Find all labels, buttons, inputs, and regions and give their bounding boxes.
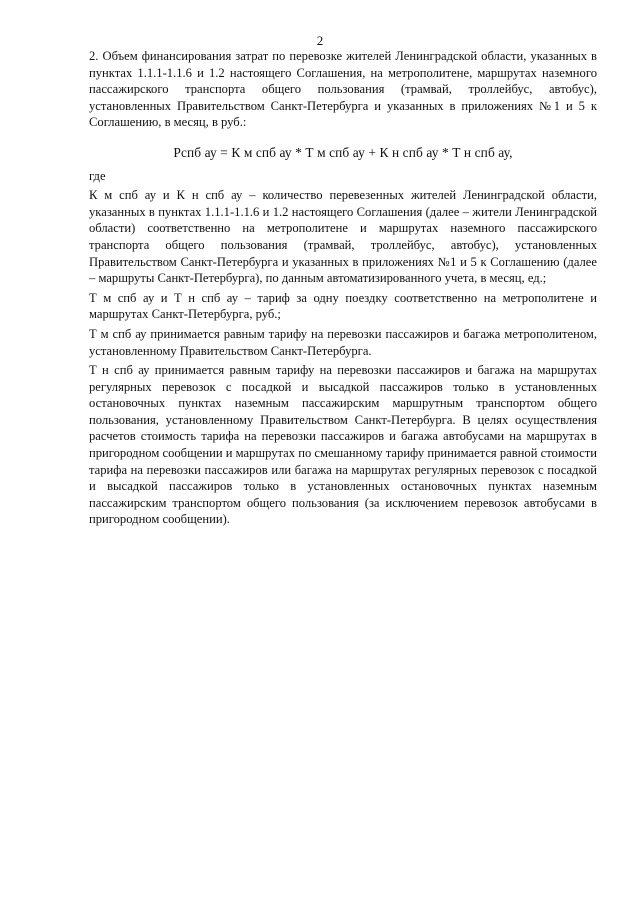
paragraph-passenger-count: К м спб ау и К н спб ау – количество перевезенных жителей Ленинградской области, указанных в пунктах 1.1.1-1.1.6 и 1.2 настоящего Соглашения (далее – жители Ленинградской области) соответственно на метрополитене и маршрутах наземного пассажирского транспорта общего пользования (трамвай, троллейбус, автобус), установленных Правительством Санкт-Петербурга и указанных в приложениях №1 и 5 к Соглашению (далее – маршруты Санкт-Петербурга), по данным автоматизированного учета, в месяц, ед.; [89, 188, 597, 286]
formula: Рспб ау = К м спб ау * Т м спб ау + К н спб ау * Т н спб ау, [173, 144, 513, 160]
paragraph-financing: 2. Объем финансирования затрат по перевозке жителей Ленинградской области, указанных в пунктах 1.1.1-1.1.6 и 1.2 настоящего Соглашения, на метрополитене, маршрутах наземного пассажирского транспорта общего пользования (трамвай, троллейбус, автобус), установленных Правительством Санкт-Петербурга и указанных в приложениях №1 и 5 к Соглашению, в месяц, в руб.: [89, 49, 597, 130]
paragraph-tariff-definition: Т м спб ау и Т н спб ау – тариф за одну поездку соответственно на метрополитене и маршрутах Санкт-Петербурга, руб.; [89, 290, 597, 322]
page-number: 2 [316, 33, 324, 48]
document-body [89, 48, 597, 528]
where-label: где [89, 168, 106, 183]
paragraph-metro-tariff: Т м спб ау принимается равным тарифу на перевозки пассажиров и багажа метрополитеном, установленному Правительством Санкт-Петербурга. [89, 326, 597, 358]
paragraph-ground-tariff: Т н спб ау принимается равным тарифу на перевозки пассажиров и багажа на маршрутах регулярных перевозок с посадкой и высадкой пассажиров только в установленных остановочных пунктах наземным пассажирским маршрутным транспортом общего пользования, установленному Правительством Санкт-Петербурга. В целях осуществления расчетов стоимость тарифа на перевозки пассажиров и багажа автобусами на маршрутах в пригородном сообщении и маршрутах по смешанному тарифу принимается равной стоимости тарифа на перевозки пассажиров или багажа на маршрутах регулярных перевозок с посадкой и высадкой пассажиров только в установленных остановочных пунктах наземным пассажирским транспортом общего пользования (за исключением перевозок автобусами в пригородном сообщении). [89, 363, 597, 527]
